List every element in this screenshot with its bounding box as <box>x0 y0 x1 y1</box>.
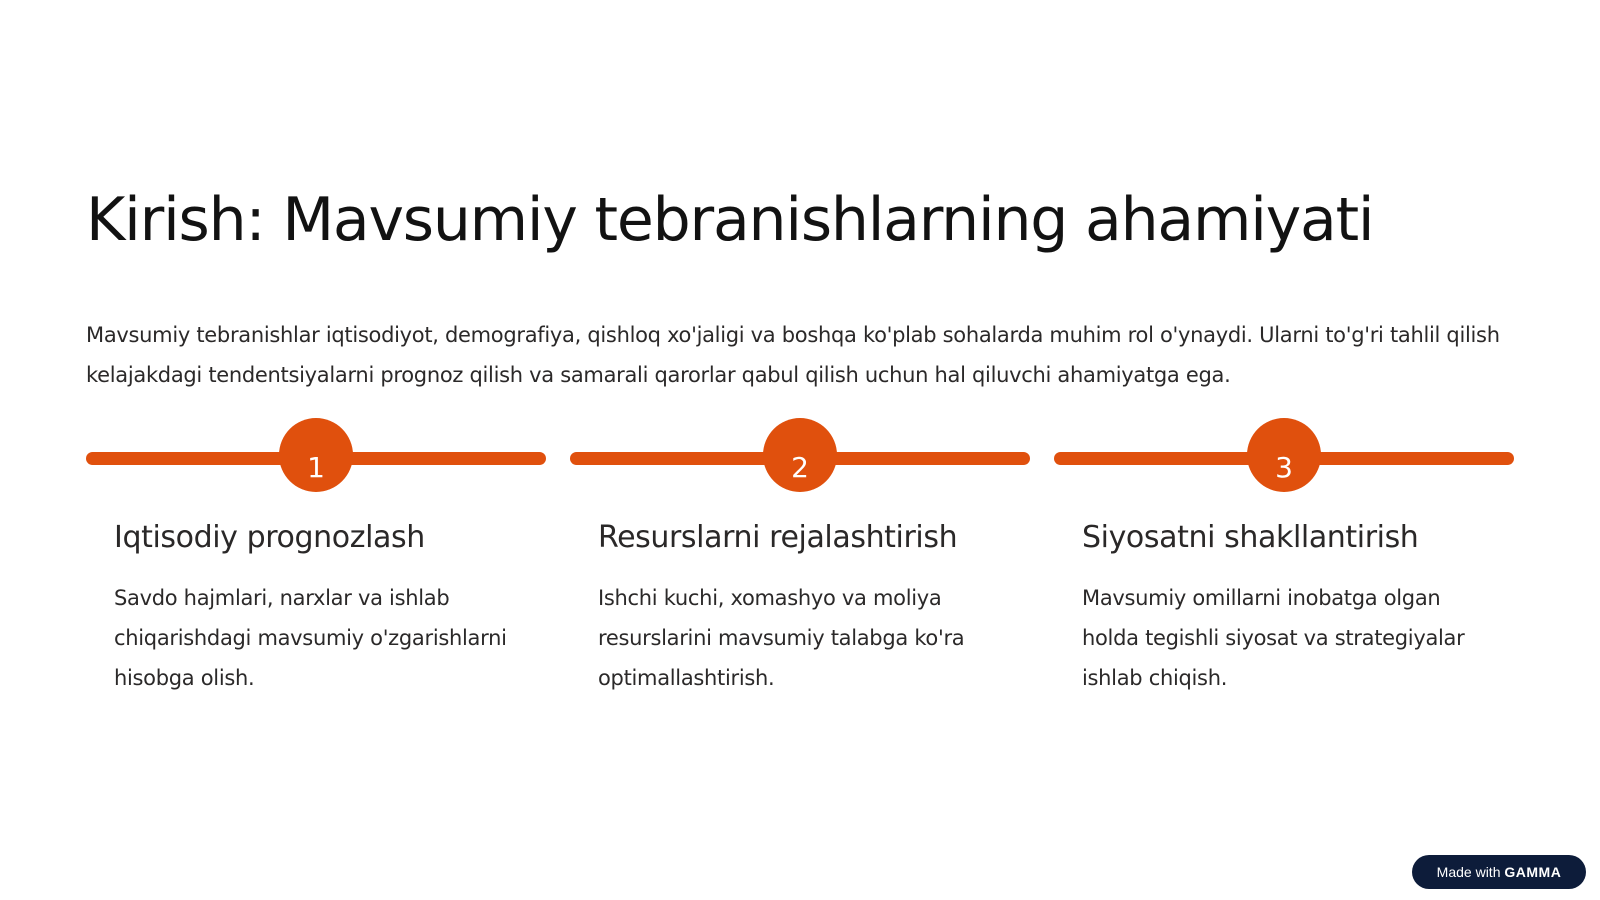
badge-prefix: Made with <box>1436 864 1501 880</box>
step-1-description: Savdo hajmlari, narxlar va ishlab chiqarishdagi mavsumiy o'zgarishlarni hisobga olish. <box>114 586 507 690</box>
step-3-description: Mavsumiy omillarni inobatga olgan holda tegishli siyosat va strategiyalar ishlab chiqish. <box>1082 586 1465 690</box>
step-3-title: Siyosatni shakllantirish <box>1082 520 1419 555</box>
step-1 <box>86 418 546 718</box>
slide-title: Kirish: Mavsumiy tebranishlarning ahamiyati <box>86 185 1374 255</box>
gamma-logo: GAMMA <box>1504 864 1562 880</box>
step-2 <box>570 418 1030 718</box>
step-1-title: Iqtisodiy prognozlash <box>114 520 425 555</box>
step-3 <box>1054 418 1514 718</box>
steps-row <box>86 418 1514 718</box>
step-2-description: Ishchi kuchi, xomashyo va moliya resurslarini mavsumiy talabga ko'ra optimallashtirish. <box>598 586 965 690</box>
step-3-number-badge <box>1247 418 1321 492</box>
made-with-gamma-badge[interactable] <box>1412 855 1586 889</box>
step-1-number: 1 <box>307 451 325 484</box>
step-2-title: Resurslarni rejalashtirish <box>598 520 958 555</box>
step-2-number-badge <box>763 418 837 492</box>
step-1-number-badge <box>279 418 353 492</box>
step-2-number: 2 <box>791 451 809 484</box>
step-3-number: 3 <box>1275 451 1293 484</box>
intro-paragraph: Mavsumiy tebranishlar iqtisodiyot, demografiya, qishloq xo'jaligi va boshqa ko'plab sohalarda muhim rol o'ynaydi. Ularni to'g'ri tahlil qilish kelajakdagi tendentsiyalarni prognoz qilish va samarali qarorlar qabul qilish uchun hal qiluvchi ahamiyatga ega. <box>86 323 1500 387</box>
